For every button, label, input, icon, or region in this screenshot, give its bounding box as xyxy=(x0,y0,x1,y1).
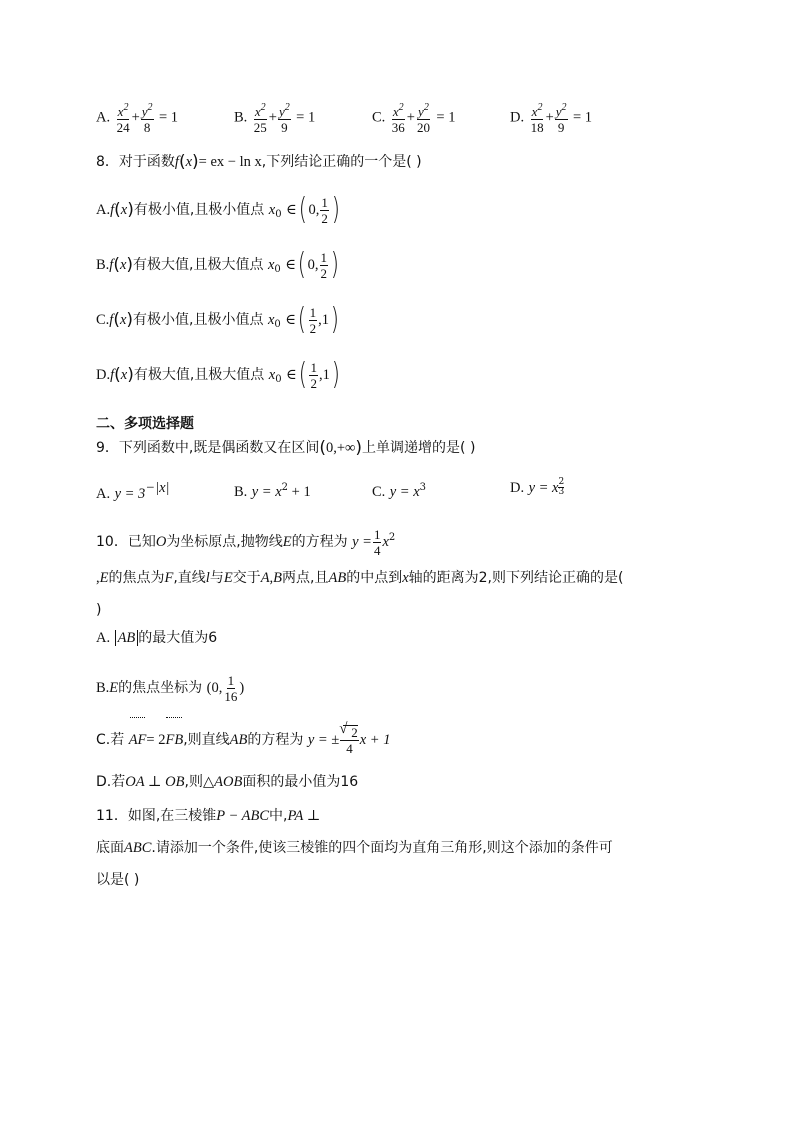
q8-stem: 8．对于函数f(x)= ex − ln x,下列结论正确的一个是( ) xyxy=(96,152,422,172)
q10-stem-line2: ,E的焦点为F,直线l与E交于A,B两点,且AB的中点到x轴的距离为2,则下列结论正确的是( xyxy=(96,570,624,586)
q9-options xyxy=(96,478,716,504)
q9-option-b[interactable]: B. $y = x^2 + 1$ xyxy=(234,482,311,500)
q10-option-b[interactable]: B.E的焦点坐标为 (0, $\frac{1}{16}$ ) xyxy=(96,672,245,704)
q9-stem: 9．下列函数中,既是偶函数又在区间(0,+∞)上单调递增的是( ) xyxy=(96,438,476,458)
q10-stem-line1: 10．已知O为坐标原点,抛物线E的方程为 y = $\frac{1}{4}$ $x^2$ xyxy=(96,526,396,558)
q7-option-a[interactable]: A. $\frac{x^2}{24}$ + $\frac{y^2}{8}$ = 1 xyxy=(96,102,179,135)
q7-option-b[interactable]: B. $\frac{x^2}{25}$ + $\frac{y^2}{9}$ = 1 xyxy=(234,102,316,135)
section-title-multiple-choice: 二、多项选择题 xyxy=(96,416,194,432)
q8-option-c[interactable]: C.f(x)有极小值,且极小值点 $x_0$ ∈( $\frac{1}{2}$ ,1) xyxy=(96,302,340,337)
q8-option-d[interactable]: D.f(x)有极大值,且极大值点 $x_0$ ∈( $\frac{1}{2}$ ,1) xyxy=(96,357,340,392)
q8-option-b[interactable]: B.f(x)有极大值,且极大值点 $x_0$ ∈( 0, $\frac{1}{2}$ ) xyxy=(96,247,340,282)
q10-stem-line3: ) xyxy=(96,602,102,618)
q10-option-c[interactable]: C.若 AF= 2FB,则直线AB的方程为 y = ± √ $\frac{2}{4}$ x + 1 xyxy=(96,720,390,760)
q11-stem-line3: 以是( ) xyxy=(96,872,140,888)
q9-option-a[interactable]: A. $y = 3^{-|x|}$ xyxy=(96,480,170,502)
q8-option-a[interactable]: A.f(x)有极小值,且极小值点 $x_0$ ∈( 0, $\frac{1}{2}$ ) xyxy=(96,192,340,227)
q7-options xyxy=(96,100,716,136)
q10-option-d[interactable]: D.若OA ⊥ OB,则△AOB面积的最小值为16 xyxy=(96,774,359,790)
q9-option-d[interactable]: D. y = x $\frac{2}{3}$ xyxy=(510,477,565,497)
q11-stem-line2: 底面ABC.请添加一个条件,使该三棱锥的四个面均为直角三角形,则这个添加的条件可 xyxy=(96,840,613,856)
q7-option-c[interactable]: C. $\frac{x^2}{36}$ + $\frac{y^2}{20}$ = 1 xyxy=(372,102,456,135)
q10-option-a[interactable]: A. AB 的最大值为6 xyxy=(96,630,218,646)
q7-option-d[interactable]: D. $\frac{x^2}{18}$ + $\frac{y^2}{9}$ = 1 xyxy=(510,102,593,135)
q9-option-c[interactable]: C. $y = x^3$ xyxy=(372,482,427,500)
q11-stem-line1: 11．如图,在三棱锥P − ABC中,PA ⊥ xyxy=(96,808,321,824)
